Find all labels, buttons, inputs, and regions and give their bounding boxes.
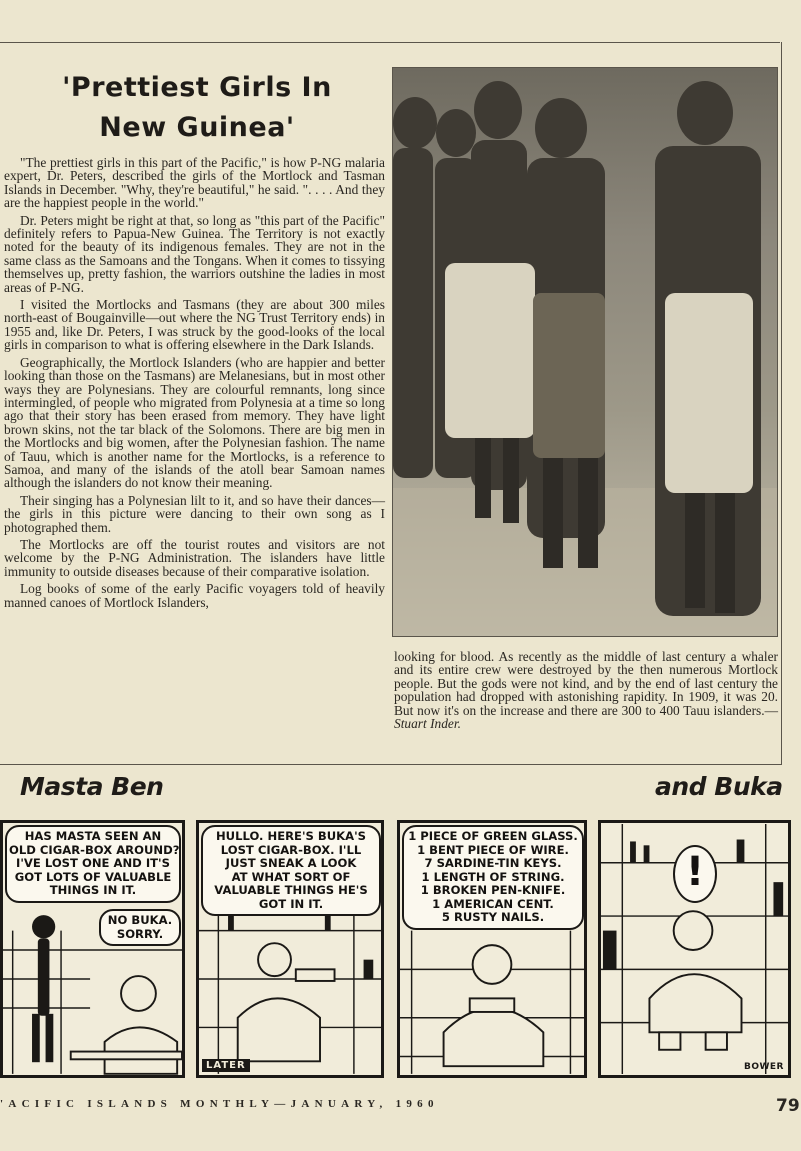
bubble-line: AT WHAT SORT OF	[231, 869, 351, 884]
bubble-line: OLD CIGAR-BOX AROUND?	[9, 842, 180, 857]
artist-signature: BOWER	[743, 1062, 784, 1072]
article-title	[12, 68, 382, 148]
article-paragraph: Geographically, the Mortlock Islanders (who are happier and better looking than those on the Tasmans) are Melanesians, but in most other ways they are Polynesians. They are colourful remnants, long since intermingled, of people who migrated from Polynesia at a time so long ago that their story has been erased from memory. They have light brown skins, not the tar black of the Solomons. There are big men in the Mortlocks and big women, after the Polynesian fashion. The name of Tauu, which is another name for the Mortlocks, is a reference to Samoa, and many of the islands of the atoll bear Samoan names although the islanders do not know their meaning.	[4, 354, 385, 491]
comic-panel-1	[0, 820, 185, 1078]
bubble-line: GOT LOTS OF VALUABLE	[14, 869, 172, 884]
bubble-line: HULLO. HERE'S BUKA'S	[215, 829, 367, 843]
article-paragraph: The Mortlocks are off the tourist routes and visitors are not welcome by the P-NG Administration. The islanders have little immunity to outside diseases because of their comparative isolation.	[4, 536, 385, 579]
speech-bubble-masta	[99, 909, 181, 946]
article-left-column	[4, 156, 385, 613]
bubble-line: 1 BENT PIECE OF WIRE.	[417, 842, 569, 857]
bubble-line: LOST CIGAR-BOX. I'LL	[220, 842, 362, 857]
speech-bubble-masta	[201, 825, 381, 916]
article-paragraph: Log books of some of the early Pacific voyagers told of heavily manned canoes of Mortlock Islanders,	[4, 581, 385, 610]
bubble-line: VALUABLE THINGS HE'S	[214, 883, 368, 897]
speech-bubble-masta	[402, 825, 584, 930]
article-paragraph: Their singing has a Polynesian lilt to it, and so have their dances—the girls in this picture were dancing to their own song as I photographed them.	[4, 492, 385, 535]
article-photo	[392, 67, 778, 637]
bubble-line: SORRY.	[116, 926, 164, 941]
bubble-line: 7 SARDINE-TIN KEYS.	[424, 856, 562, 870]
exclamation-bubble: !	[673, 845, 717, 903]
article-paragraph: "The prettiest girls in this part of the Pacific," is how P-NG malaria expert, Dr. Peters, described the girls of the Mortlock and Tasman Islands in December. "Why, they're beautiful," he said. ". . . . And they are the happiest people in the world."	[4, 155, 385, 211]
page-number: 79	[776, 1096, 800, 1116]
comic-title-left: Masta Ben	[20, 772, 164, 801]
bubble-line: 5 RUSTY NAILS.	[441, 910, 545, 924]
article-right-column	[394, 650, 778, 730]
bubble-line: 1 PIECE OF GREEN GLASS.	[408, 829, 578, 843]
bubble-line: JUST SNEAK A LOOK	[225, 856, 357, 870]
comic-title-right: and Buka	[655, 772, 783, 801]
comic-panel-2	[196, 820, 384, 1078]
article-author: Stuart Inder.	[394, 716, 461, 732]
bubble-line: I'VE LOST ONE AND IT'S	[16, 856, 170, 870]
panel-caption: LATER	[202, 1059, 250, 1072]
article-paragraph: I visited the Mortlocks and Tasmans (they are about 300 miles north-east of Bougainville—out where the NG Trust Territory ends) in 1955 and, like Dr. Peters, I was struck by the good-looks of the local girls in comparison to what is offering elsewhere in the Dark Islands.	[4, 297, 385, 353]
right-rule	[781, 42, 782, 764]
speech-bubble-buka	[5, 825, 181, 903]
comic-panel-4	[598, 820, 791, 1078]
footer-publication: 'ACIFIC ISLANDS MONTHLY—JANUARY, 1960	[0, 1098, 439, 1110]
bubble-line: 1 BROKEN PEN-KNIFE.	[420, 883, 566, 897]
bubble-line: 1 LENGTH OF STRING.	[421, 869, 565, 884]
comic-panel-3	[397, 820, 587, 1078]
section-rule	[0, 764, 782, 765]
article-right-text: looking for blood. As recently as the middle of last century a whaler and its entire crew were destroyed by the then numerous Mortlock people. But the gods were not kind, and by the end of last century the population had dropped with astonishing rapidity. In 1909, it was 20. But now it's on the increase and there are 300 to 400 Tauu islanders.—	[394, 649, 778, 718]
photo-figures	[393, 68, 777, 636]
bubble-line: THINGS IN IT.	[49, 883, 137, 897]
article-title-line1: 'Prettiest Girls In	[62, 72, 332, 103]
bubble-line: GOT IN IT.	[258, 896, 324, 911]
bubble-line: NO BUKA.	[107, 913, 173, 927]
bubble-line: HAS MASTA SEEN AN	[24, 829, 162, 843]
article-paragraph: Dr. Peters might be right at that, so long as "this part of the Pacific" definitely refers to Papua-New Guinea. The Territory is not exactly noted for the beauty of its indigenous females. They are not in the same class as the Samoans and the Tongans. When it comes to tissying themselves up, pretty fashion, the warriors outshine the ladies in most areas of P-NG.	[4, 212, 385, 295]
top-rule	[0, 42, 780, 43]
bubble-line: 1 AMERICAN CENT.	[432, 896, 554, 911]
article-title-line2: New Guinea'	[99, 112, 295, 143]
